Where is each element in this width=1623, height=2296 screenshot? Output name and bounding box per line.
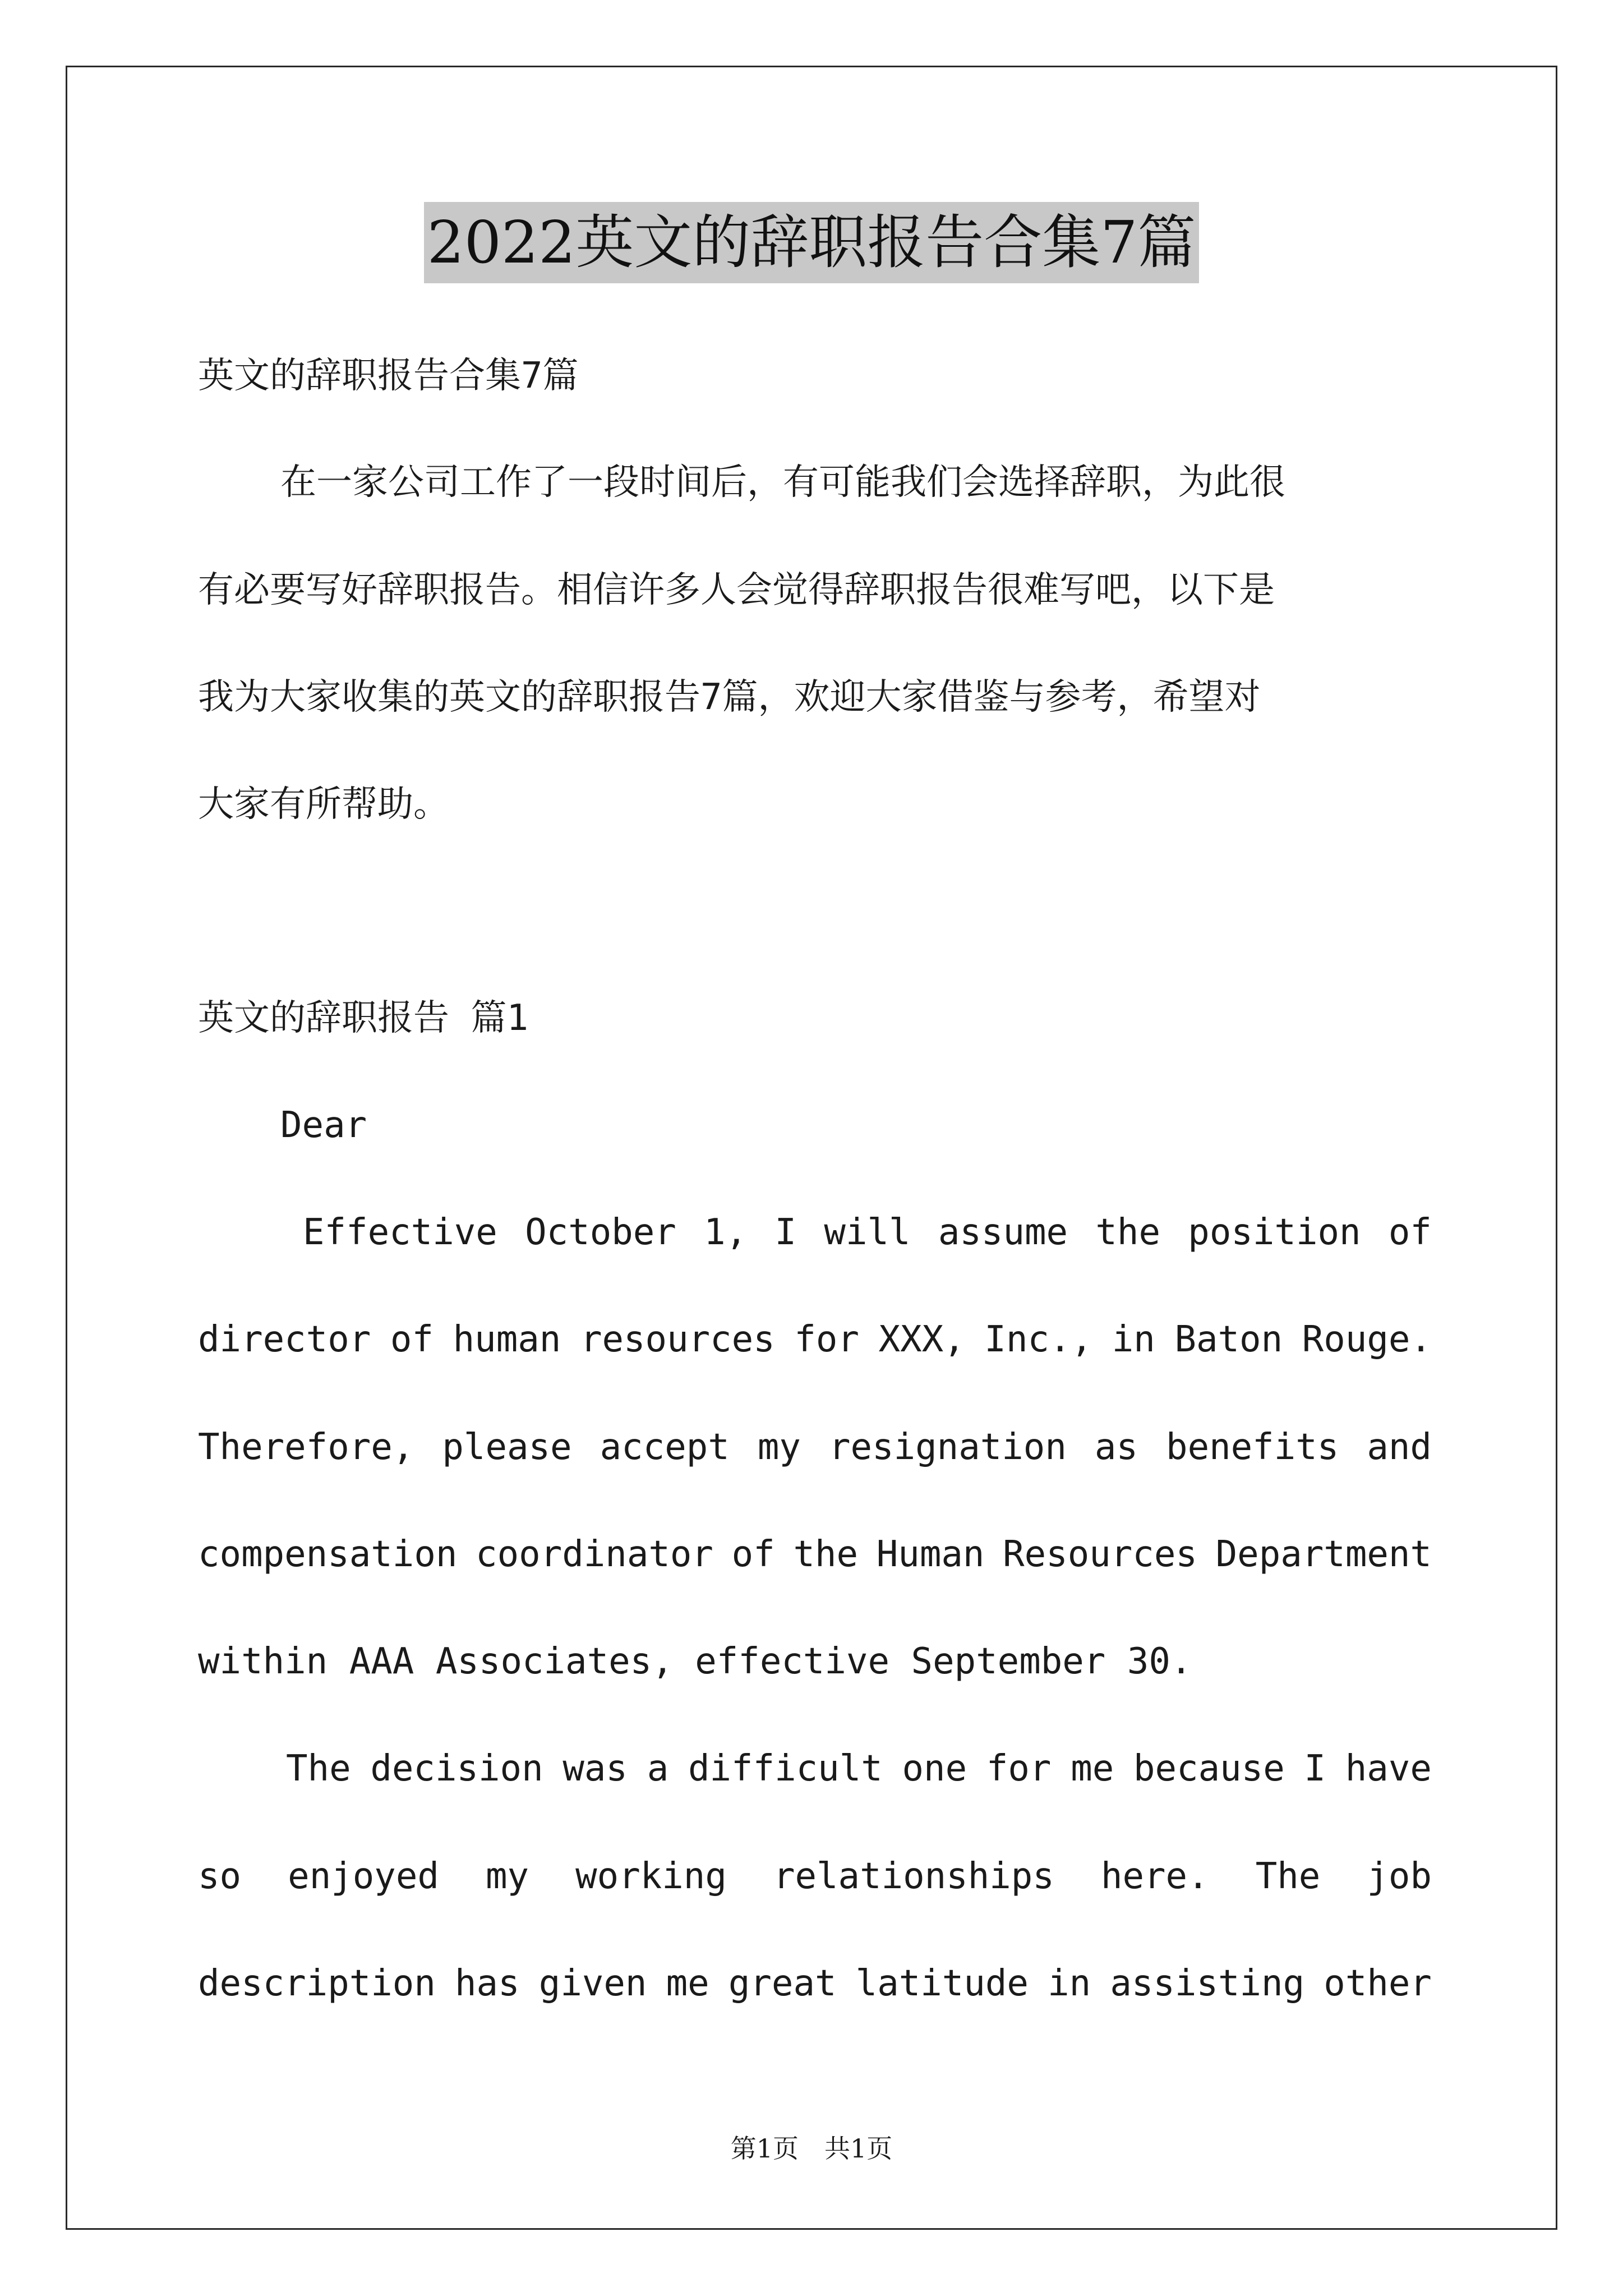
word: because: [1133, 1748, 1285, 1789]
word: relationships: [773, 1856, 1054, 1897]
word: me: [666, 1963, 709, 2004]
word: accept: [600, 1427, 730, 1468]
word: in: [1112, 1319, 1155, 1360]
word: was: [562, 1748, 628, 1789]
document-title: 2022英文的辞职报告合集7篇: [424, 202, 1200, 283]
word: working: [575, 1856, 727, 1897]
word: will: [824, 1212, 911, 1253]
word: coordinator: [476, 1534, 713, 1575]
document-subtitle: 英文的辞职报告合集7篇: [198, 355, 579, 397]
word: of: [1388, 1212, 1432, 1253]
word: assume: [938, 1212, 1068, 1253]
word: my: [757, 1427, 801, 1468]
letter-para1-line-1: [303, 1210, 1432, 1255]
word: one: [902, 1748, 967, 1789]
word: 1,: [704, 1212, 748, 1253]
word: I: [1304, 1748, 1326, 1789]
word: a: [647, 1748, 669, 1789]
letter-para1-line-2: [198, 1317, 1432, 1362]
word: of: [390, 1319, 434, 1360]
word: for: [986, 1748, 1052, 1789]
letter-para1-line-5: within AAA Associates, effective September 30.: [198, 1641, 1192, 1682]
word: resources: [580, 1319, 775, 1360]
word: Resources: [1003, 1534, 1197, 1575]
intro-line-2: 有必要写好辞职报告。相信许多人会觉得辞职报告很难写吧，以下是: [198, 569, 1275, 611]
word: director: [198, 1319, 371, 1360]
title-container: [0, 202, 1623, 283]
word: assisting: [1110, 1963, 1305, 2004]
word: human: [453, 1319, 561, 1360]
word: resignation: [829, 1427, 1067, 1468]
word: Rouge.: [1302, 1319, 1432, 1360]
word: has: [455, 1963, 520, 2004]
word: so: [198, 1856, 242, 1897]
letter-para2-line-3: [198, 1961, 1432, 2006]
word: Therefore,: [198, 1427, 414, 1468]
word: position: [1188, 1212, 1361, 1253]
letter-para2-line-2: [198, 1854, 1432, 1899]
word: Baton: [1174, 1319, 1283, 1360]
word: The: [1255, 1856, 1321, 1897]
word: given: [538, 1963, 647, 2004]
letter-para1-line-3: [198, 1425, 1432, 1470]
word: Human: [876, 1534, 985, 1575]
word: benefits: [1166, 1427, 1339, 1468]
word: October: [525, 1212, 676, 1253]
word: latitude: [855, 1963, 1029, 2004]
word: the: [793, 1534, 859, 1575]
word: decision: [370, 1748, 543, 1789]
word: Department: [1215, 1534, 1432, 1575]
word: of: [731, 1534, 775, 1575]
word: Inc.,: [984, 1319, 1093, 1360]
word: I: [774, 1212, 797, 1253]
word: enjoyed: [288, 1856, 439, 1897]
word: great: [728, 1963, 837, 2004]
word: for: [794, 1319, 859, 1360]
word: The: [286, 1748, 351, 1789]
word: my: [485, 1856, 529, 1897]
word: the: [1095, 1212, 1160, 1253]
intro-line-4: 大家有所帮助。: [198, 784, 449, 825]
intro-line-1: 在一家公司工作了一段时间后，有可能我们会选择辞职，为此很: [280, 462, 1285, 503]
page-footer: 第1页 共1页: [730, 2133, 893, 2164]
letter-salutation: Dear: [280, 1105, 367, 1146]
word: and: [1367, 1427, 1432, 1468]
word: job: [1367, 1856, 1432, 1897]
word: description: [198, 1963, 436, 2004]
word: XXX,: [878, 1319, 965, 1360]
word: difficult: [688, 1748, 883, 1789]
word: other: [1324, 1963, 1432, 2004]
word: please: [442, 1427, 572, 1468]
letter-para2-line-1: [286, 1746, 1432, 1791]
word: compensation: [198, 1534, 458, 1575]
word: in: [1048, 1963, 1091, 2004]
word: have: [1345, 1748, 1432, 1789]
section-heading: 英文的辞职报告 篇1: [198, 997, 529, 1039]
word: as: [1094, 1427, 1138, 1468]
word: here.: [1100, 1856, 1209, 1897]
intro-line-3: 我为大家收集的英文的辞职报告7篇，欢迎大家借鉴与参考，希望对: [198, 677, 1261, 718]
word: me: [1071, 1748, 1114, 1789]
word: Effective: [303, 1212, 497, 1253]
letter-para1-line-4: [198, 1532, 1432, 1577]
